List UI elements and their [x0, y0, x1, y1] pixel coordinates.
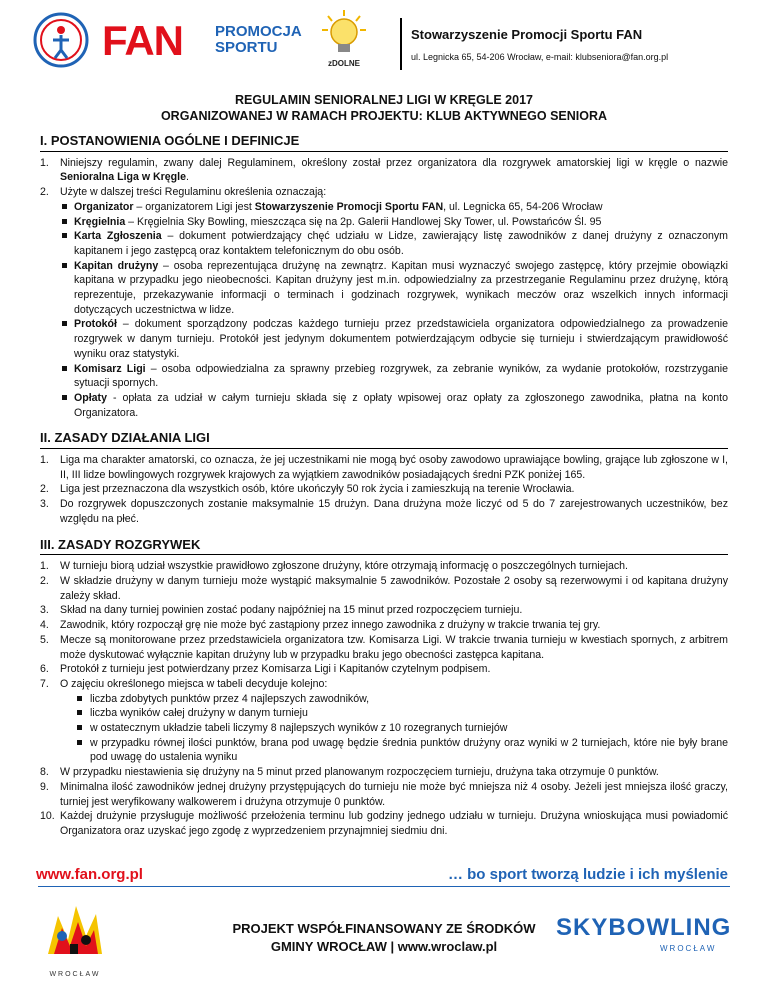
definition-term: Kręgielnia [74, 215, 126, 228]
item-text: Minimalna ilość zawodników jednej drużyny przystępujących do turnieju nie może być mniejsza niż 4 osoby. Jeżeli jest mniejsza ilość graczy, turniej jest weryfikowany walkowerem i drużyna otrzymuje 0 punktów. [60, 780, 728, 808]
definition-text-end: , ul. Legnicka 65, 54-206 Wrocław [443, 200, 603, 213]
definition-item [60, 259, 728, 318]
item-number: 8. [40, 766, 49, 779]
list-item [40, 497, 728, 526]
footer-slogan: … bo sport tworzą ludzie i ich myślenie [447, 866, 728, 883]
document-title-line2: ORGANIZOWANEJ W RAMACH PROJEKTU: KLUB AKTYWNEGO SENIORA [160, 109, 608, 123]
item-number: 3. [40, 604, 49, 617]
item-text: Zawodnik, który rozpoczął grę nie może być zastąpiony przez innego zawodnika z drużyny w trakcie trwania tej gry. [60, 619, 601, 632]
fan-logo-tagline-line1: PROMOCJA [215, 23, 302, 40]
list-item [40, 559, 728, 574]
criteria-item: liczba zdobytych punktów przez 4 najlepszych zawodników, [60, 692, 728, 707]
organization-address: ul. Legnicka 65, 54-206 Wrocław, e-mail: klubseniora@fan.org.pl [411, 52, 669, 62]
item-number: 6. [40, 663, 49, 676]
item-number: 1. [40, 156, 49, 169]
definition-text: – dokument potwierdzający chęć udziału w Lidze, zawierający listę zawodników z danej drużyny z oznaczonym kapitanem i jego zastępcą oraz kontaktem telefonicznym do obu osób. [74, 230, 728, 257]
definition-text: – dokument sporządzony podczas każdego turnieju przez przedstawiciela organizatora odpowiedzialnego za prowadzenie rozgrywek w danym turnieju. Protokół jest jedynym dokumentem potwierdzającym odbycie się turnieju i stwierdzającym prawidłowość wyniku oraz statystyki. [74, 318, 728, 360]
definition-term: Protokół [74, 318, 117, 331]
criteria-item: liczba wyników całej drużyny w danym turnieju [60, 706, 728, 721]
fan-logo-tagline [215, 24, 302, 56]
definition-text: – organizatorem Ligi jest [133, 200, 255, 213]
fan-logo-word: FAN [102, 17, 183, 64]
list-item [40, 574, 728, 603]
list-item [40, 618, 728, 633]
definition-text: – Kręgielnia Sky Bowling, mieszcząca się na 2p. Galerii Handlowej Sky Tower, ul. Powstańców Śl. 95 [125, 215, 602, 228]
definition-text: – osoba reprezentująca drużynę na zewnątrz. Kapitan musi wyznaczyć swojego zastępcę, który przejmie obowiązki kapitana w przypadku jego nieobecności. Kapitan drużyny jest m.in. odpowiedzialny za przestrzeganie Regulaminu przez drużynę, którą reprezentuje, przekazywanie informacji o terminach i godzinach rozgrywek, wynikach meczów oraz wszelkich innych informacji dotyczących uczestnictwa w lidze. [74, 259, 728, 316]
item-number: 5. [40, 633, 49, 646]
item-number: 9. [40, 780, 49, 793]
definition-item [60, 391, 728, 420]
item-text: Liga jest przeznaczona dla wszystkich osób, które ukończyły 50 rok życia i zamieszkują na terenie Wrocławia. [60, 483, 575, 496]
item-number: 1. [40, 560, 49, 573]
item-number: 4. [40, 619, 49, 632]
zdolne-logo-text: zDOLNE [328, 59, 360, 68]
section-heading: III. ZASADY ROZGRYWEK [40, 538, 728, 556]
item-number: 1. [40, 454, 49, 467]
definition-term: Kapitan drużyny [74, 259, 159, 272]
list-item [40, 677, 728, 765]
document-title-line1: REGULAMIN SENIORALNEJ LIGI W KRĘGLE 2017 [235, 93, 533, 107]
definition-term: Organizator [74, 200, 134, 213]
league-name: Senioralna Liga w Kręgle [60, 171, 186, 184]
footer-divider [38, 886, 730, 887]
numbered-list [40, 559, 728, 838]
cofunding-line2: GMINY WROCŁAW | www.wroclaw.pl [270, 939, 498, 954]
list-item [40, 603, 728, 618]
definition-text: – osoba odpowiedzialna za sprawny przebieg rozgrywek, za zebranie wyników, za wydanie protokołów, rozstrzyganie sytuacji spornych. [74, 362, 728, 390]
list-item [40, 633, 728, 662]
item-text: W przypadku niestawienia się drużyny na 5 minut przed planowanym rozpoczęciem turnieju, drużyna taka otrzymuje 0 punktów. [60, 766, 659, 779]
definitions-list [60, 200, 728, 421]
cofunding-line1: PROJEKT WSPÓŁFINANSOWANY ZE ŚRODKÓW [232, 921, 536, 936]
item-text: Użyte w dalszej treści Regulaminu określenia oznaczają: [60, 186, 327, 199]
definition-bold: Stowarzyszenie Promocji Sportu FAN [254, 200, 444, 213]
list-item [40, 809, 728, 838]
numbered-list [40, 156, 728, 421]
wroclaw-logo-text: WROCŁAW [49, 971, 101, 978]
item-text: Protokół z turnieju jest potwierdzany przez Komisarza Ligi i Kapitanów czytelnym podpisem. [60, 663, 491, 676]
section-heading: I. POSTANOWIENIA OGÓLNE I DEFINICJE [40, 134, 728, 152]
criteria-item: w ostatecznym układzie tabeli liczymy 8 najlepszych wyników z 10 rozegranych turniejów [60, 721, 728, 736]
item-number: 7. [40, 677, 49, 690]
item-number: 10. [40, 810, 55, 823]
definition-item [60, 362, 728, 391]
criteria-item: w przypadku równej ilości punktów, brana pod uwagę będzie średnia punktów drużyny oraz wyniki w 2 turniejach, które nie były brane pod uwagę do ustalenia wyniku [60, 736, 728, 765]
definition-item [60, 229, 728, 258]
definition-term: Karta Zgłoszenia [74, 230, 162, 243]
section-game-rules [40, 538, 728, 839]
item-text: Niniejszy regulamin, zwany dalej Regulaminem, określony został przez organizatora dla rozgrywek amatorskiej ligi w kręgle o nazwie [60, 156, 728, 169]
regulations-body [40, 134, 728, 839]
ranking-criteria-list [60, 692, 728, 766]
numbered-list [40, 453, 728, 527]
skybowling-logo-text: SKYBOWLING [556, 914, 732, 941]
definition-term: Opłaty [74, 391, 107, 404]
list-item [40, 662, 728, 677]
list-item [40, 482, 728, 497]
item-text: Liga ma charakter amatorski, co oznacza, że jej uczestnikami nie mogą być osoby zawodowo uprawiające bowling, grające lub zgłoszone w I, II, III lidze bowlingowych rozgrywek krajowych za wyjątkiem zawodników posiadających średni PZK poniżej 165. [60, 454, 728, 481]
header-divider [400, 18, 402, 70]
definition-item [60, 200, 728, 215]
list-item [40, 765, 728, 780]
section-league-rules [40, 431, 728, 526]
item-text: W turnieju biorą udział wszystkie prawidłowo zgłoszone drużyny, które otrzymają informację o poszczególnych turniejach. [60, 560, 628, 573]
definition-text: - opłata za udział w całym turnieju składa się z opłaty wpisowej oraz opłaty za zgłoszonego zawodnika, płatna na konto Organizatora. [74, 391, 728, 419]
item-number: 2. [40, 186, 49, 199]
page-header [0, 0, 768, 82]
page-footer [0, 860, 768, 994]
item-number: 2. [40, 483, 49, 496]
list-item [40, 185, 728, 420]
skybowling-logo [556, 906, 736, 966]
item-text: O zajęciu określonego miejsca w tabeli decyduje kolejno: [60, 677, 328, 690]
list-item [40, 453, 728, 482]
item-number: 3. [40, 498, 49, 511]
section-heading: II. ZASADY DZIAŁANIA LIGI [40, 431, 728, 449]
website-link[interactable]: www.fan.org.pl [36, 866, 143, 883]
skybowling-logo-subtext: WROCŁAW [660, 944, 717, 953]
definition-item [60, 215, 728, 230]
list-item [40, 780, 728, 809]
definition-term: Komisarz Ligi [74, 362, 146, 375]
fan-logo-tagline-line2: SPORTU [215, 39, 278, 56]
item-text: Do rozgrywek dopuszczonych zostanie maksymalnie 15 drużyn. Dana drużyna może liczyć od 5 do 7 zarejestrowanych uczestników, bez względu na płeć. [60, 498, 728, 525]
item-text: Każdej drużynie przysługuje możliwość przełożenia terminu lub godziny jednego udziału w turnieju. Drużyna wnioskująca musi powiadomić Organizatora oraz uzyskać jego zgodę z wyprzedzeniem przynajmniej siedmiu dni. [60, 810, 728, 837]
definition-item [60, 317, 728, 361]
list-item [40, 156, 728, 185]
item-text-end: . [185, 171, 189, 184]
item-text: Skład na dany turniej powinien zostać podany najpóźniej na 15 minut przed rozpoczęciem turnieju. [60, 604, 523, 617]
item-text: Mecze są monitorowane przez przedstawiciela organizatora tzw. Komisarza Ligi. W trakcie trwania turnieju w kwestiach spornych, z arbitrem może dyskutować wyłącznie kapitan drużyny lub w przypadku braku jego obecności zastępca kapitana. [60, 633, 728, 661]
document-title [0, 92, 768, 124]
zdolne-lightbulb-logo [318, 8, 370, 74]
section-general-provisions [40, 134, 728, 420]
item-text: W składzie drużyny w danym turnieju może wystąpić maksymalnie 5 zawodników. Pozostałe 2 osoby są rezerwowymi i od kapitana drużyny zależy skład. [60, 574, 728, 602]
organization-name: Stowarzyszenie Promocji Sportu FAN [411, 27, 643, 42]
item-number: 2. [40, 574, 49, 587]
fan-circle-logo [28, 10, 94, 72]
